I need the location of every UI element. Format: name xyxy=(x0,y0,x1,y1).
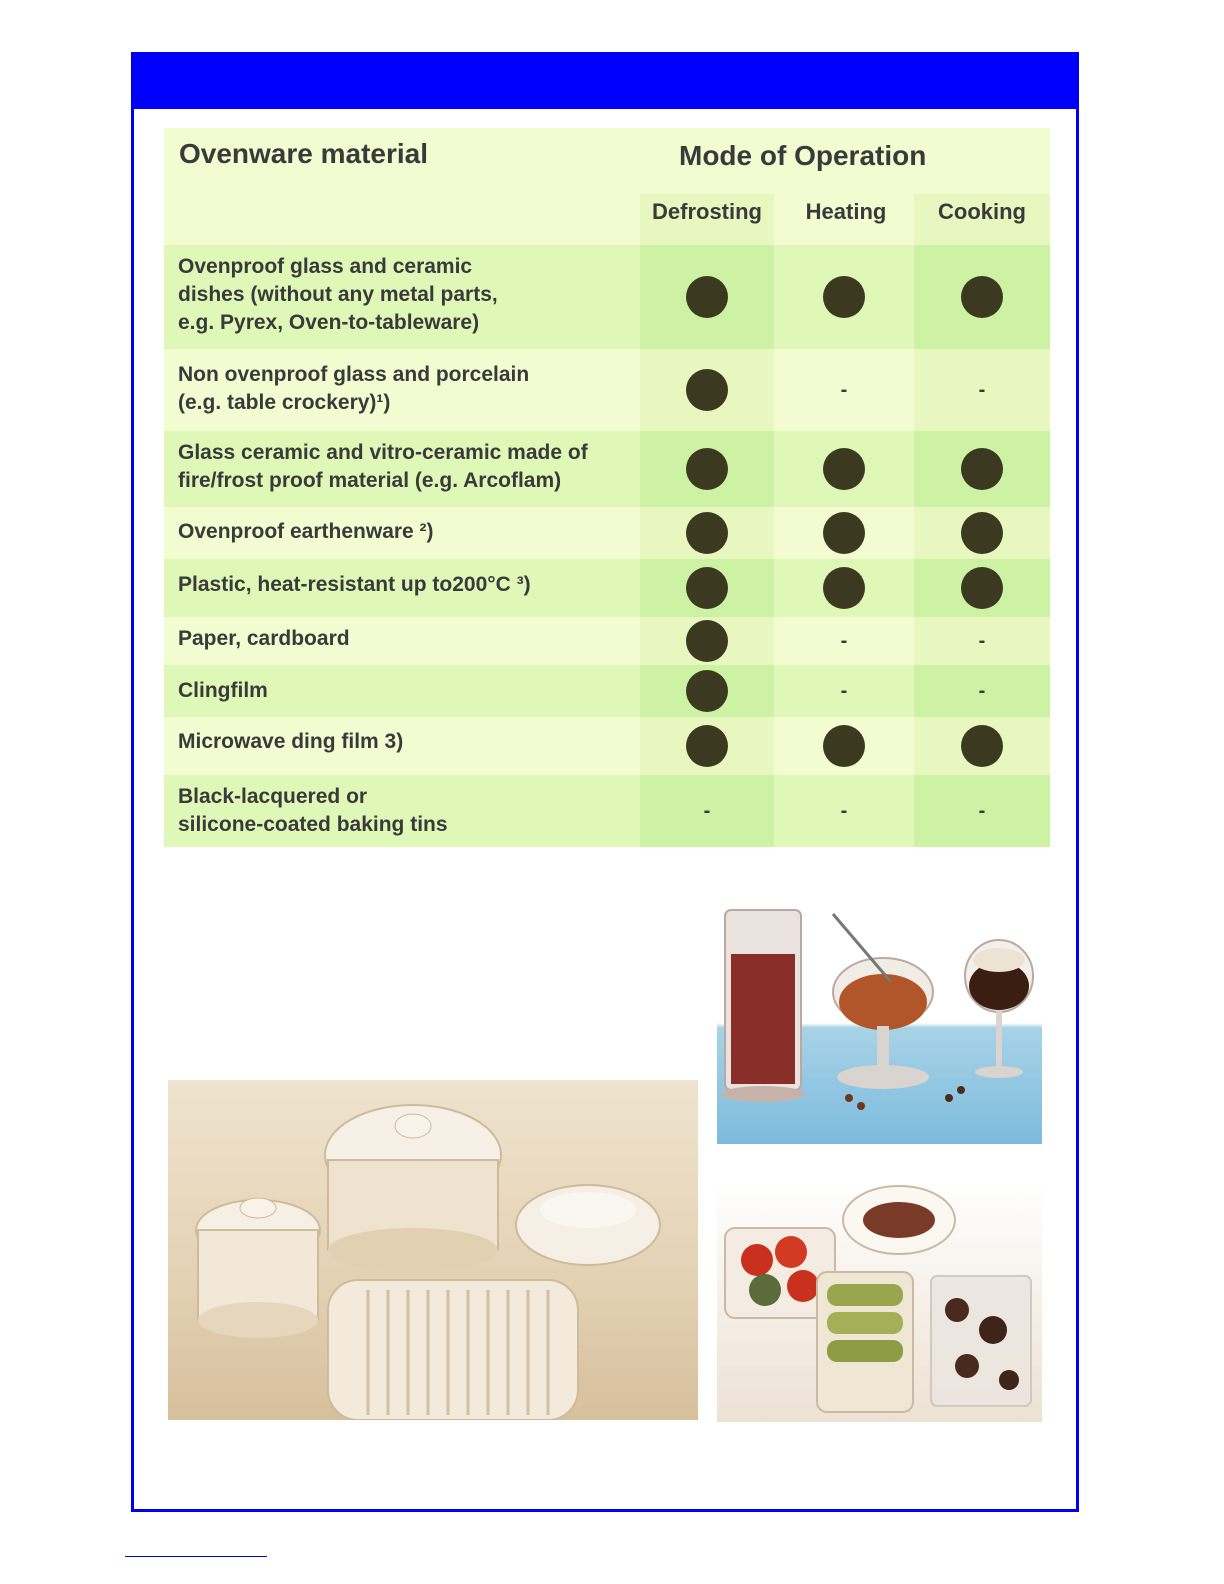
heating-cell xyxy=(774,775,914,847)
cooking-cell xyxy=(914,717,1050,775)
cooking-cell xyxy=(914,775,1050,847)
defrosting-cell xyxy=(640,431,774,507)
table-row xyxy=(164,665,1050,717)
heating-cell xyxy=(774,245,914,349)
cooking-cell xyxy=(914,245,1050,349)
suitable-dot-icon xyxy=(961,276,1003,318)
ovenware-dishes-photo xyxy=(168,1080,698,1420)
heating-cell xyxy=(774,717,914,775)
not-suitable-dash: - xyxy=(978,629,986,652)
column-heating: Heating xyxy=(805,199,887,224)
table-row xyxy=(164,559,1050,617)
heating-cell xyxy=(774,617,914,665)
table-header xyxy=(164,128,1050,245)
material-label: Paper, cardboard xyxy=(178,627,350,650)
page-frame xyxy=(131,52,1079,1512)
suitable-dot-icon xyxy=(961,725,1003,767)
material-label: Glass ceramic and vitro-ceramic made of fire/frost proof material (e.g. Arcoflam) xyxy=(178,441,588,492)
material-label: Black-lacquered or silicone-coated baking tins xyxy=(178,785,448,836)
suitable-dot-icon xyxy=(686,448,728,490)
cooking-cell xyxy=(914,349,1050,431)
material-label: Plastic, heat-resistant up to200°C ³) xyxy=(178,573,531,596)
cooking-cell xyxy=(914,431,1050,507)
header-mode: Mode of Operation xyxy=(679,140,927,171)
suitable-dot-icon xyxy=(823,448,865,490)
header-material: Ovenware material xyxy=(179,138,429,169)
table-row xyxy=(164,617,1050,665)
defrosting-cell xyxy=(640,245,774,349)
suitable-dot-icon xyxy=(686,725,728,767)
defrosting-cell xyxy=(640,617,774,665)
material-label: Ovenproof glass and ceramic dishes (without any metal parts, e.g. Pyrex, Oven-to-tableware) xyxy=(178,255,498,334)
suitable-dot-icon xyxy=(686,512,728,554)
not-suitable-dash: - xyxy=(840,629,848,652)
table-row xyxy=(164,717,1050,775)
table-row xyxy=(164,431,1050,507)
suitable-dot-icon xyxy=(961,448,1003,490)
material-label: Microwave ding film 3) xyxy=(178,730,404,753)
cooking-cell xyxy=(914,559,1050,617)
ovenware-table xyxy=(164,128,1050,847)
suitable-dot-icon xyxy=(961,567,1003,609)
suitable-dot-icon xyxy=(686,567,728,609)
not-suitable-dash: - xyxy=(978,378,986,401)
table-row xyxy=(164,775,1050,847)
suitable-dot-icon xyxy=(686,620,728,662)
defrosting-cell xyxy=(640,349,774,431)
not-suitable-dash: - xyxy=(978,679,986,702)
suitable-dot-icon xyxy=(823,512,865,554)
column-defrosting: Defrosting xyxy=(652,199,762,224)
material-label: Clingfilm xyxy=(178,679,268,702)
not-suitable-dash: - xyxy=(840,378,848,401)
heating-cell xyxy=(774,349,914,431)
header-banner xyxy=(134,55,1076,109)
table-body xyxy=(164,245,1050,847)
not-suitable-dash: - xyxy=(840,679,848,702)
material-label: Ovenproof earthenware ²) xyxy=(178,520,434,543)
footnote-rule xyxy=(125,1556,267,1557)
cooking-cell xyxy=(914,665,1050,717)
defrosting-cell xyxy=(640,665,774,717)
not-suitable-dash: - xyxy=(978,799,986,822)
plastic-containers-photo xyxy=(717,1180,1042,1422)
table-row xyxy=(164,507,1050,559)
heating-cell xyxy=(774,559,914,617)
suitable-dot-icon xyxy=(823,276,865,318)
suitable-dot-icon xyxy=(823,567,865,609)
suitable-dot-icon xyxy=(686,276,728,318)
heating-cell xyxy=(774,431,914,507)
suitable-dot-icon xyxy=(686,369,728,411)
table-row xyxy=(164,349,1050,431)
column-cooking: Cooking xyxy=(938,199,1026,224)
suitable-dot-icon xyxy=(823,725,865,767)
table-row xyxy=(164,245,1050,349)
not-suitable-dash: - xyxy=(703,799,711,822)
not-suitable-dash: - xyxy=(840,799,848,822)
defrosting-cell xyxy=(640,559,774,617)
material-label: Non ovenproof glass and porcelain (e.g. table crockery)¹) xyxy=(178,363,530,414)
cooking-cell xyxy=(914,507,1050,559)
heating-cell xyxy=(774,507,914,559)
suitable-dot-icon xyxy=(961,512,1003,554)
suitable-dot-icon xyxy=(686,670,728,712)
cooking-cell xyxy=(914,617,1050,665)
defrosting-cell xyxy=(640,775,774,847)
defrosting-cell xyxy=(640,717,774,775)
drinks-photo xyxy=(717,902,1042,1144)
heating-cell xyxy=(774,665,914,717)
defrosting-cell xyxy=(640,507,774,559)
